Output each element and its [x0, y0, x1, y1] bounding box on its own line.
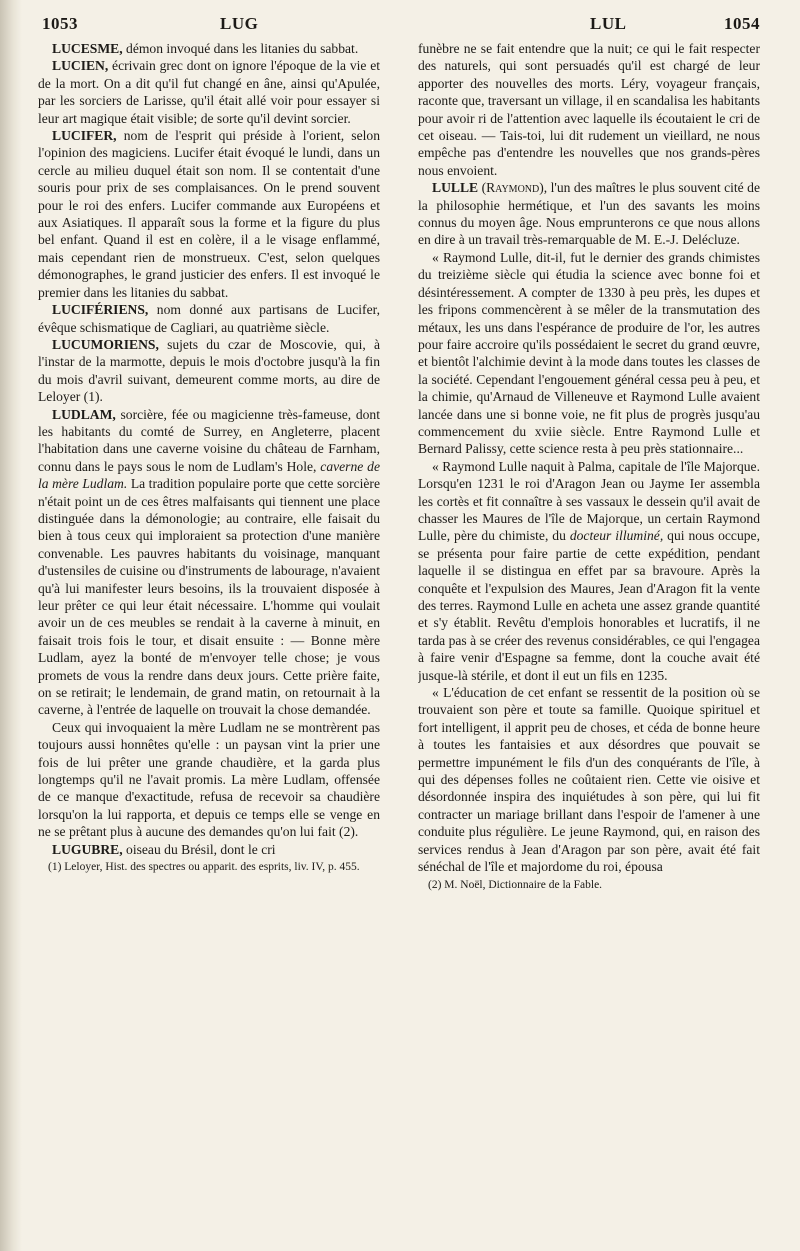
entry-text: sorcière, fée ou magicienne très-fameuse, dont les habitants du comté de Surrey, en Angleterre, placent l'habitation dans une caverne voisine du château de Farnham, connu dans le pays sous le nom de Ludlam's Hole,: [38, 406, 380, 474]
paragraph-continuation: funèbre ne se fait entendre que la nuit; ce qui le fait respecter des naturels, qui sont persuadés qu'il est chargé de leur apporter des nouvelles des morts. Léry, voyageur français, raconte que, traversant un village, il en scandalisa les habitants pour avoir ri de l'attention avec laquelle ils écoutaient le cri de cet oiseau. — Tais-toi, lui dit rudement un vieillard, ne nous empêche pas d'entendre les nouvelles que nos grands-pères nous envoient.: [418, 41, 760, 178]
entry-lucesme: [38, 40, 380, 57]
left-column: [38, 40, 380, 1240]
footnote-2: (2) M. Noël, Dictionnaire de la Fable.: [428, 878, 603, 891]
quote-paragraph-1: « Raymond Lulle, dit-il, fut le dernier des grands chimistes du treizième siècle qui étudia la science avec bonne foi et désintéressement. A compter de 1330 à peu près, les dupes et les fripons commencèrent à se mêler de la transmutation des métaux, les uns dans l'espérance de produire de l'or, les autres pour faire accroire qu'ils possédaient le secret du grand œuvre, et bientôt l'alchimie devint à la mode dans toutes les classes de la société. Cependant l'engouement général cessa peu à peu, et la chimie, qu'Arnaud de Villeneuve et Raymond Lulle avaient lancée dans une si bonne voie, ne fit plus de progrès jusqu'au commencement du xviie siècle. Entre Raymond Lulle et Bernard Palissy, cette science resta à peu près stationnaire...: [418, 249, 760, 457]
entry-text: nom donné aux partisans de Lucifer, évêque schismatique de Cagliari, au quatrième siècle.: [38, 302, 380, 335]
italic-phrase: caverne de la mère Ludlam.: [38, 458, 380, 492]
entry-luciferiens: [38, 301, 380, 336]
entry-text: La tradition populaire porte que cette sorcière n'était point un de ces êtres malfaisants qui tiennent une place distinguée dans la démonologie; au contraire, elle faisait du bien à tous ceux qui imploraient sa protection d'une manière convenable. Les pauvres habitants du voisinage, manquant d'ustensiles de cuisine ou d'instruments de labourage, n'avaient qu'à lui manifester leurs besoins, ils la trouvaient disposée à leur prêter ce qui leur était nécessaire. L'homme qui voulait avoir un de ces meubles se rendait à la caverne à minuit, en faisait trois fois le tour, et disait ensuite : — Bonne mère Ludlam, ayez la bonté de m'envoyer telle chose; je vous promets de vous la rendre dans deux jours. Cette prière faite, on se retirait; le lendemain, de grand matin, on retournait à la caverne, à l'entrée de laquelle on trouvait la chose demandée.: [38, 476, 380, 718]
right-column: [418, 40, 760, 1240]
headword: LUCESME,: [52, 41, 123, 56]
headword: LUCIEN,: [52, 58, 109, 74]
entry-text: écrivain grec dont on ignore l'époque de la vie et de la mort. On a dit qu'il fut changé en âne, ainsi qu'Apulée, par les sorciers de Larisse, qu'il était allé voir pour essayer si leur art magique était visible; de sorte qu'il devint sorcier.: [38, 58, 380, 126]
headword-first-name: (Raymond),: [481, 180, 548, 196]
headword: LUCIFÉRIENS,: [52, 302, 149, 318]
quote-paragraph-3: « L'éducation de cet enfant se ressentit de la position où se trouvaient son père et toute sa famille. Quoique spirituel et fort intelligent, il apprit peu de choses, et céda de bonne heure à toutes les fantaisies et aux désordres que pouvait se permettre impunément le fils d'un des conquérants de l'île, à qui des dépenses folles ne coûtaient rien. Cette vie oisive et désordonnée inspira des inquiétudes à son père, qui lui fit contracter un mariage brillant dans l'espoir de l'amener à une conduite plus régulière. Le jeune Raymond, qui, en raison des services rendus à Jean d'Aragon par son père, avait été fait sénéchal de l'île et majordome du roi, épousa: [418, 685, 760, 875]
headword: LUCIFER,: [52, 128, 117, 144]
book-spine-shadow: [0, 0, 22, 1251]
entry-ludlam: [38, 406, 380, 719]
right-running-head: LUL: [590, 14, 627, 33]
left-page-number: 1053: [42, 14, 78, 33]
entry-text: sujets du czar de Moscovie, qui, à l'instar de la marmotte, depuis le mois d'octobre jusqu'à la fin du mois d'avril suivant, demeurent comme morts, au dire de Leloyer (1).: [38, 336, 380, 405]
footnote-1: (1) Leloyer, Hist. des spectres ou apparit. des esprits, liv. IV, p. 455.: [48, 861, 360, 874]
right-page-number: 1054: [724, 14, 760, 33]
quote-text: « Raymond Lulle naquit à Palma, capitale de l'île Majorque. Lorsqu'en 1231 le roi d'Aragon Jean ou Jayme Ier assembla les cortès et fit connaître à ses vassaux le dessein qu'il avait de chasser les Maures de l'île de Majorque, un certain Raymond Lulle, père du chimiste, du: [418, 458, 760, 544]
entry-lucumoriens: [38, 336, 380, 406]
running-header: [42, 14, 764, 38]
entry-text: démon invoqué dans les litanies du sabbat.: [126, 41, 359, 56]
entry-text: oiseau du Brésil, dont le cri: [126, 841, 276, 857]
entry-lucifer: [38, 127, 380, 301]
left-running-head: LUG: [220, 14, 259, 33]
headword: LUDLAM,: [52, 406, 116, 422]
entry-lulle: [418, 179, 760, 249]
entry-text: nom de l'esprit qui préside à l'orient, selon l'opinion des magiciens. Lucifer était évoqué le lundi, dans un cercle au milieu duquel était son nom. Il se contentait d'une souris pour prix de ses complaisances. On le prend souvent pour le roi des enfers. Lucifer commande aux Européens et aux Asiatiques. Il apparaît sous la forme et la figure du plus bel enfant. Quand il est en colère, il a le visage enflammé, mais cependant rien de monstrueux. C'est, selon quelques démonographes, le grand justicier des enfers. Il est invoqué le premier dans les litanies du sabbat.: [38, 128, 380, 300]
quote-paragraph-2: [418, 458, 760, 684]
headword: LULLE: [432, 180, 479, 196]
paragraph-ceux: Ceux qui invoquaient la mère Ludlam ne se montrèrent pas toujours aussi honnêtes qu'elle : un paysan vint la prier une fois de lui prêter une grande chaudière, et la garda plus longtemps qu'il ne l'avait promis. La mère Ludlam, offensée de ce manque d'exactitude, refusa de recevoir sa chaudière lorsqu'on la lui rapporta, et depuis ce temps elle se venge en ne se prêtant plus à aucune des demandes qu'on lui fait (2).: [38, 719, 380, 840]
entry-text: l'un des maîtres le plus souvent cité de la philosophie hermétique, et l'un des savants les moins connus du moyen âge. Nous emprunterons ce que nous allons en dire à un travail très-remarquable de M. E.-J. Delécluze.: [418, 180, 760, 248]
entry-lugubre: [38, 841, 380, 858]
entry-lucien: [38, 57, 380, 127]
italic-phrase: docteur illuminé,: [569, 528, 664, 544]
headword: LUGUBRE,: [52, 841, 123, 857]
headword: LUCUMORIENS,: [52, 336, 159, 352]
quote-text: qui nous occupe, se présenta pour faire partie de cette expédition, pendant laquelle il se distingua en effet par sa bravoure. Après la conquête et l'expulsion des Maures, Jean d'Aragon fit la vente des terres. Raymond Lulle en acheta une assez grande quantité et s'y établit. Revêtu d'emplois honorables et lucratifs, il ne tarda pas à se créer des revenus considérables, ce qui l'engagea à faire venir d'Espagne sa femme, dont la couche avait été jusque-là stérile, et dont il eut un fils en 1235.: [418, 528, 760, 683]
